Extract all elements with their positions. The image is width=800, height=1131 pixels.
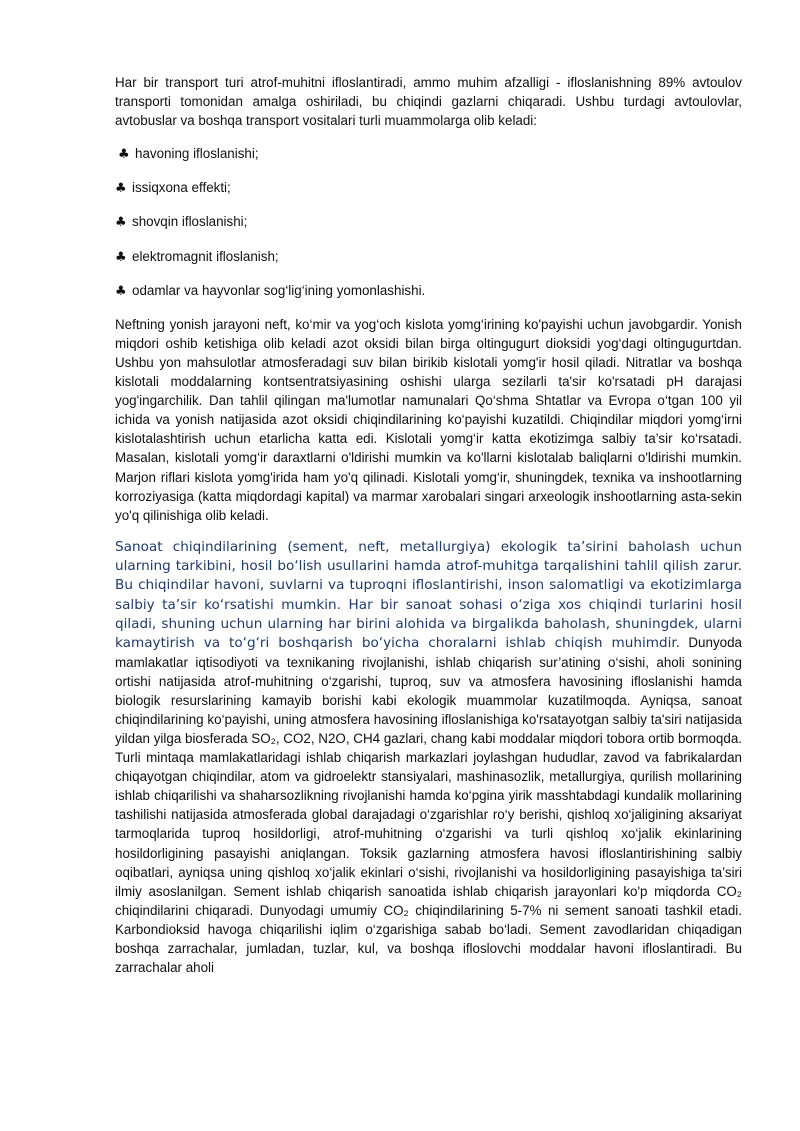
industry-paragraph	[115, 537, 742, 977]
document-page	[115, 73, 742, 977]
highlighted-intro-text: Sanoat chiqindilarining (sement, neft, metallurgiya) ekologik ta’sirini baholash uchun ularning tarkibini, hosil bo‘lish usullarini hamda atrof-muhitga tarqalishini tahlil qilish zarur. Bu chiqindilar havoni, suvlarni va tuproqni ifloslantirishi, inson salomatligi va ekotizimlarga salbiy ta’sir ko‘rsatishi mumkin. Har bir sanoat sohasi o‘ziga xos chiqindi turlarini hosil qiladi, shuning uchun ularning har birini alohida va birgalikda baholash, shuningdek, ularni kamaytirish va to‘g‘ri boshqarish bo‘yicha choralarni ishlab chiqish muhimdir.	[115, 538, 742, 652]
club-bullet-icon: ♣	[118, 147, 130, 163]
industry-body-text: Dunyoda mamlakatlar iqtisodiyoti va texnikaning rivojlanishi, ishlab chiqarish sur’atining o‘sishi, aholi sonining ortishi natijasida atrof-muhitning o‘zgarishi, tuproq, suv va atmosfera havosining ifloslanishi hamda biologik resurslarining kamayib borishi kabi ekologik muammolar kuzatilmoqda. Ayniqsa, sanoat chiqindilarining ko‘payishi, uning atmosfera havosining ifloslanishiga ko'rsatayotgan salbiy ta'siri natijasida yildan yilga biosferada SO₂, CO2, N2O, CH4 gazlari, chang kabi moddalar miqdori tobora ortib bormoqda. Turli mintaqa mamlakatlaridagi ishlab chiqarish markazlari joylashgan hududlar, zavod va fabrikalardan chiqayotgan chiqindilar, atom va gidroelektr stansiyalari, mashinasozlik, metallurgiya, qurilish mollarining ishlab chiqarilishi va shaharsozlikning rivojlanishi hamda ko‘pgina yirik masshtabdagi kundalik mollarining tashilishi natijasida atmosferada global darajadagi o‘zgarishlar ro‘y berishi, qishloq xo‘jaligining aksariyat tarmoqlarida tuproq hosildorligi, atrof-muhitning o‘zgarishi va turli qishloq xo‘jalik ekinlarining hosildorligining pasayishi aniqlangan. Toksik gazlarning atmosfera havosi ifloslantirishining salbiy oqibatlari, ayniqsa uning qishloq xo‘jalik ekinlari o‘sishi, rivojlanishi va hosildorligining pasayishiga ta’siri ilmiy asoslanilgan. Sement ishlab chiqarish sanoatida ishlab chiqarish jarayonlari ko'p miqdorda CO₂ chiqindilarini chiqaradi. Dunyodagi umumiy CO₂ chiqindilarining 5-7% ni sement sanoati tashkil etadi. Karbondioksid havoga chiqarilishi iqlim o‘zgarishiga sabab bo‘ladi. Sement zavodlaridan chiqadigan boshqa zarrachalar, jumladan, tuzlar, kul, va boshqa ifloslovchi moddalar havoni ifloslantiradi. Bu zarrachalar aholi	[115, 635, 742, 976]
bullet-item	[115, 178, 742, 198]
acid-rain-paragraph: Neftning yonish jarayoni neft, ko‘mir va yog‘och kislota yomg‘irining ko'payishi uchun javobgardir. Yonish miqdori oshib ketishiga olib keladi azot oksidi bilan birga oltingugurt dioksidi yog‘dagi oltingugurtdan. Ushbu yon mahsulotlar atmosferadagi suv bilan birikib kislotali yomg'ir hosil qiladi. Nitratlar va boshqa kislotali moddalarning kontsentratsiyasining oshishi ularga sezilarli ta'sir ko'rsatadi pH darajasi yog'ingarchilik. Dan tahlil qilingan ma'lumotlar namunalari Qo‘shma Shtatlar va Evropa o‘tgan 100 yil ichida va yonish natijasida azot oksidi chiqindilarining ko‘payishi kuzatildi. Chiqindilar miqdori yomg‘irni kislotalashtirish uchun etarlicha katta edi. Kislotali yomg‘ir katta ekotizimga salbiy ta’sir ko‘rsatadi. Masalan, kislotali yomg‘ir daraxtlarni o'ldirishi mumkin va ko'llarni kislotalab baliqlarni o'ldirishi mumkin. Marjon riflari kislota yomg'irida ham yo'q qilinadi. Kislotali yomg‘ir, shuningdek, texnika va inshootlarning korroziyasiga (katta miqdordagi kapital) va marmar xarobalari singari arxeologik inshootlarning asta-sekin yo'q qilinishiga olib keladi.	[115, 316, 742, 523]
club-bullet-icon: ♣	[115, 249, 127, 265]
bullet-item	[115, 212, 742, 232]
bullet-item	[115, 247, 742, 267]
bullet-text: havoning ifloslanishi;	[135, 146, 259, 162]
bullet-item	[115, 281, 742, 301]
bullet-text: issiqxona effekti;	[132, 180, 231, 196]
club-bullet-icon: ♣	[115, 181, 127, 197]
bullet-text: shovqin ifloslanishi;	[132, 214, 248, 230]
intro-paragraph: Har bir transport turi atrof-muhitni ifloslantiradi, ammo muhim afzalligi - ifloslanishning 89% avtoulov transporti tomonidan amalga oshiriladi, bu chiqindi gazlarni chiqaradi. Ushbu turdagi avtoulovlar, avtobuslar va boshqa transport vositalari turli muammolarga olib keladi:	[115, 75, 742, 129]
bullet-text: elektromagnit ifloslanish;	[132, 248, 279, 264]
bullet-text: odamlar va hayvonlar sog‘lig‘ining yomonlashishi.	[132, 282, 426, 298]
bullet-item	[115, 144, 742, 164]
club-bullet-icon: ♣	[115, 283, 127, 299]
club-bullet-icon: ♣	[115, 215, 127, 231]
